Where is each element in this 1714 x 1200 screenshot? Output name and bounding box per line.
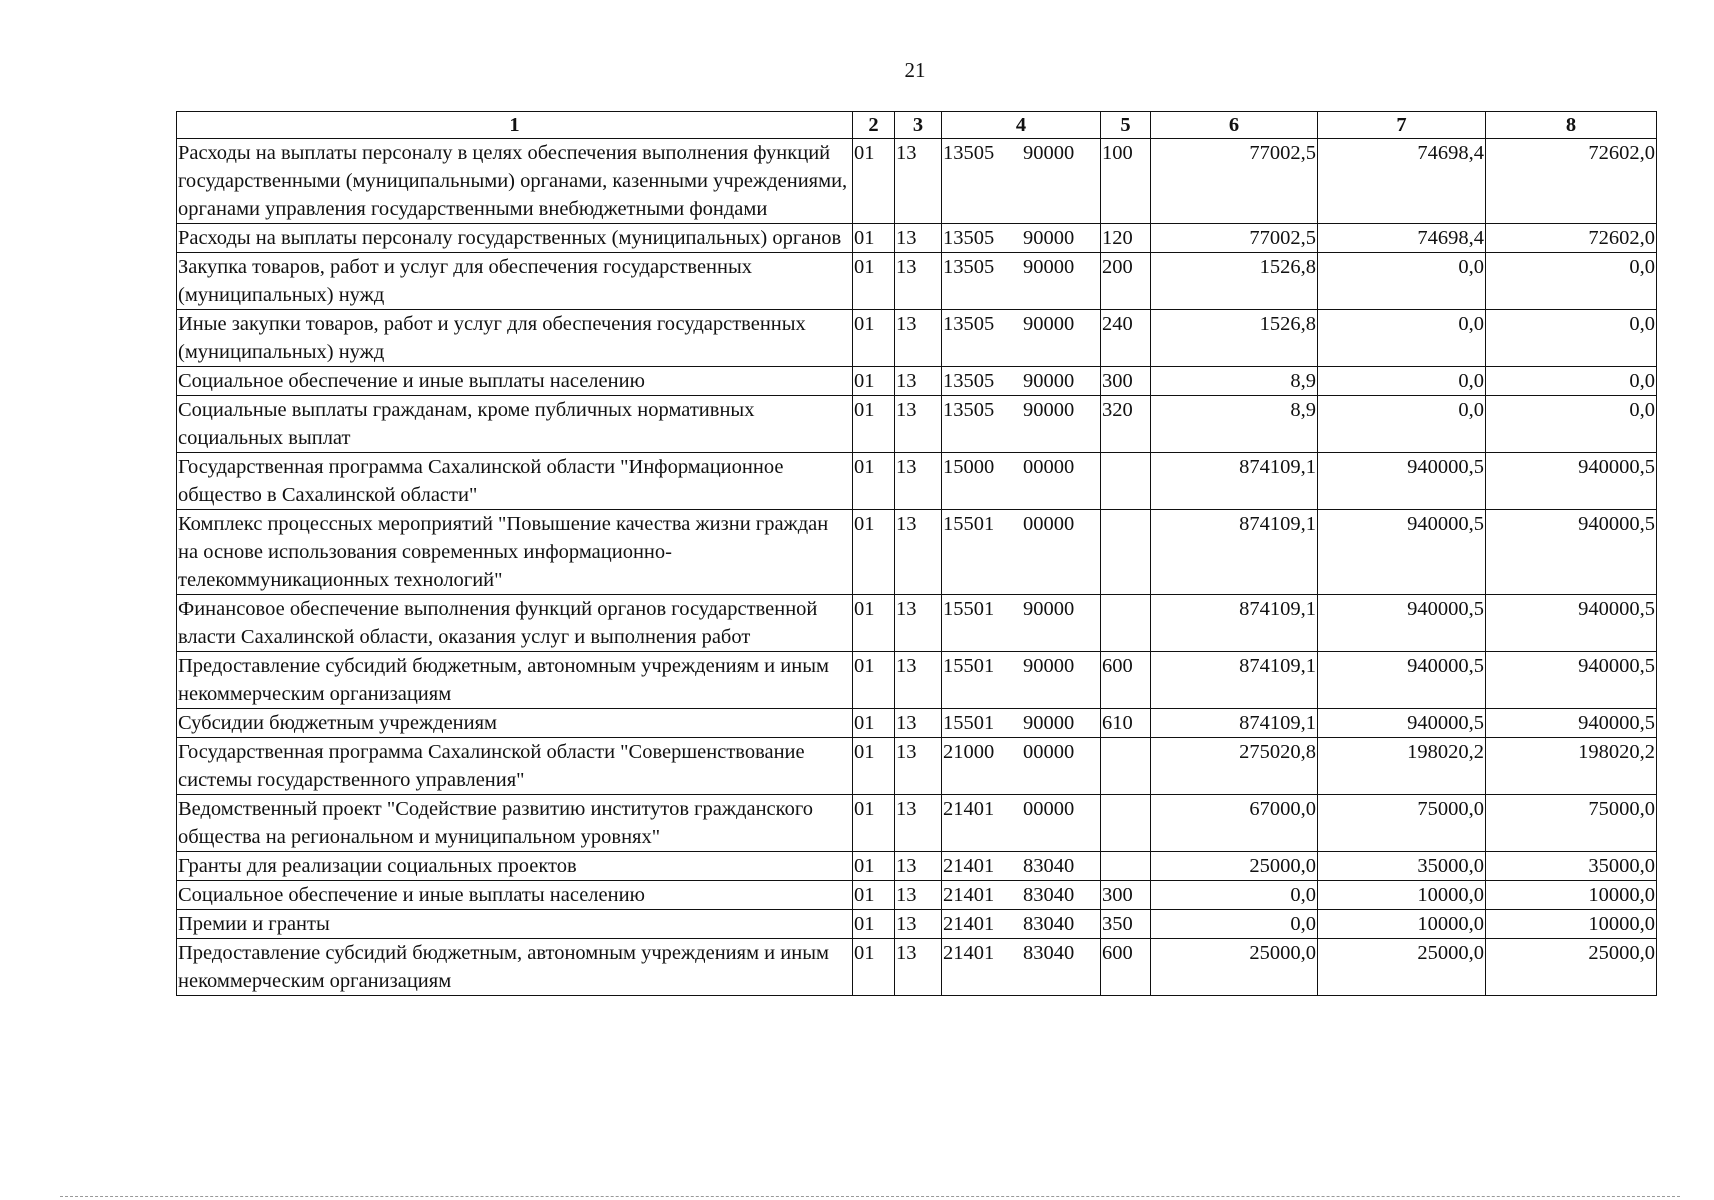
row-target-article-program: 13505 <box>943 370 995 392</box>
row-name: Иные закупки товаров, работ и услуг для обеспечения государственных (муниципальных) нужд <box>177 310 853 367</box>
row-value-col-6: 77002,5 <box>1151 139 1318 224</box>
row-section: 01 <box>853 881 895 910</box>
row-value-col-7: 0,0 <box>1318 396 1486 453</box>
row-value-col-6: 874109,1 <box>1151 453 1318 510</box>
row-expense-type <box>1101 595 1151 652</box>
row-name: Закупка товаров, работ и услуг для обеспечения государственных (муниципальных) нужд <box>177 253 853 310</box>
header-col-8: 8 <box>1486 112 1657 139</box>
row-subsection: 13 <box>895 939 942 996</box>
header-col-2: 2 <box>853 112 895 139</box>
row-expense-type: 320 <box>1101 396 1151 453</box>
row-target-article <box>942 595 1101 652</box>
row-target-article <box>942 396 1101 453</box>
row-target-article-direction: 83040 <box>1023 942 1075 964</box>
row-target-article <box>942 367 1101 396</box>
row-value-col-6: 0,0 <box>1151 881 1318 910</box>
row-value-col-8: 940000,5 <box>1486 652 1657 709</box>
row-value-col-6: 1526,8 <box>1151 253 1318 310</box>
row-value-col-8: 72602,0 <box>1486 139 1657 224</box>
row-value-col-8: 198020,2 <box>1486 738 1657 795</box>
row-target-article-program: 15501 <box>943 598 995 620</box>
row-expense-type: 600 <box>1101 939 1151 996</box>
row-target-article-program: 15501 <box>943 513 995 535</box>
table-row <box>177 595 1657 652</box>
row-target-article <box>942 881 1101 910</box>
row-value-col-7: 940000,5 <box>1318 595 1486 652</box>
row-target-article <box>942 224 1101 253</box>
row-value-col-7: 10000,0 <box>1318 910 1486 939</box>
row-target-article-program: 13505 <box>943 399 995 421</box>
row-target-article-direction: 00000 <box>1023 741 1075 763</box>
row-expense-type: 300 <box>1101 881 1151 910</box>
row-subsection: 13 <box>895 709 942 738</box>
row-expense-type: 600 <box>1101 652 1151 709</box>
table-row <box>177 738 1657 795</box>
row-target-article-program: 13505 <box>943 256 995 278</box>
row-name: Субсидии бюджетным учреждениям <box>177 709 853 738</box>
row-section: 01 <box>853 510 895 595</box>
row-target-article <box>942 738 1101 795</box>
row-value-col-7: 0,0 <box>1318 310 1486 367</box>
row-section: 01 <box>853 910 895 939</box>
table-row <box>177 652 1657 709</box>
row-value-col-8: 35000,0 <box>1486 852 1657 881</box>
table-row <box>177 396 1657 453</box>
row-name: Социальное обеспечение и иные выплаты населению <box>177 367 853 396</box>
row-target-article <box>942 510 1101 595</box>
row-value-col-7: 35000,0 <box>1318 852 1486 881</box>
row-target-article-direction: 83040 <box>1023 855 1075 877</box>
row-value-col-7: 940000,5 <box>1318 652 1486 709</box>
row-value-col-6: 874109,1 <box>1151 709 1318 738</box>
row-name: Финансовое обеспечение выполнения функций органов государственной власти Сахалинской области, оказания услуг и выполнения работ <box>177 595 853 652</box>
row-value-col-6: 8,9 <box>1151 396 1318 453</box>
row-subsection: 13 <box>895 795 942 852</box>
table-row <box>177 224 1657 253</box>
row-target-article-direction: 90000 <box>1023 712 1075 734</box>
row-value-col-6: 25000,0 <box>1151 852 1318 881</box>
row-expense-type: 200 <box>1101 253 1151 310</box>
page-number: 21 <box>904 58 926 82</box>
row-target-article <box>942 453 1101 510</box>
row-target-article-direction: 90000 <box>1023 142 1075 164</box>
row-section: 01 <box>853 852 895 881</box>
row-value-col-6: 275020,8 <box>1151 738 1318 795</box>
row-value-col-8: 10000,0 <box>1486 910 1657 939</box>
table-body <box>177 139 1657 996</box>
row-target-article <box>942 652 1101 709</box>
row-target-article-program: 21401 <box>943 798 995 820</box>
row-name: Ведомственный проект "Содействие развитию институтов гражданского общества на региональном и муниципальном уровнях" <box>177 795 853 852</box>
header-col-5: 5 <box>1101 112 1151 139</box>
row-target-article <box>942 795 1101 852</box>
table-row <box>177 881 1657 910</box>
row-value-col-6: 874109,1 <box>1151 652 1318 709</box>
row-subsection: 13 <box>895 396 942 453</box>
row-value-col-8: 25000,0 <box>1486 939 1657 996</box>
row-name: Гранты для реализации социальных проектов <box>177 852 853 881</box>
row-expense-type: 240 <box>1101 310 1151 367</box>
row-target-article <box>942 939 1101 996</box>
header-col-3: 3 <box>895 112 942 139</box>
row-subsection: 13 <box>895 910 942 939</box>
row-section: 01 <box>853 310 895 367</box>
row-target-article <box>942 253 1101 310</box>
row-name: Государственная программа Сахалинской области "Совершенствование системы государственного управления" <box>177 738 853 795</box>
table-row <box>177 795 1657 852</box>
row-section: 01 <box>853 652 895 709</box>
row-target-article-direction: 83040 <box>1023 913 1075 935</box>
row-target-article-direction: 90000 <box>1023 313 1075 335</box>
row-section: 01 <box>853 939 895 996</box>
row-value-col-6: 8,9 <box>1151 367 1318 396</box>
row-subsection: 13 <box>895 510 942 595</box>
row-target-article-direction: 90000 <box>1023 227 1075 249</box>
table-row <box>177 453 1657 510</box>
row-section: 01 <box>853 795 895 852</box>
row-expense-type <box>1101 738 1151 795</box>
table-row <box>177 939 1657 996</box>
row-subsection: 13 <box>895 652 942 709</box>
row-value-col-8: 10000,0 <box>1486 881 1657 910</box>
row-subsection: 13 <box>895 253 942 310</box>
table-row <box>177 139 1657 224</box>
row-name: Расходы на выплаты персоналу в целях обеспечения выполнения функций государственными (муниципальными) органами, казенными учреждениями, органами управления государственными внебюджетными фондами <box>177 139 853 224</box>
row-target-article <box>942 310 1101 367</box>
row-subsection: 13 <box>895 139 942 224</box>
row-section: 01 <box>853 367 895 396</box>
row-value-col-8: 940000,5 <box>1486 709 1657 738</box>
row-target-article-direction: 83040 <box>1023 884 1075 906</box>
row-expense-type: 100 <box>1101 139 1151 224</box>
row-value-col-6: 0,0 <box>1151 910 1318 939</box>
row-subsection: 13 <box>895 738 942 795</box>
row-target-article-program: 13505 <box>943 227 995 249</box>
row-value-col-6: 25000,0 <box>1151 939 1318 996</box>
row-section: 01 <box>853 253 895 310</box>
row-subsection: 13 <box>895 367 942 396</box>
row-value-col-7: 74698,4 <box>1318 139 1486 224</box>
row-section: 01 <box>853 709 895 738</box>
row-name: Комплекс процессных мероприятий "Повышение качества жизни граждан на основе использования современных информационно-телекоммуникационных технологий" <box>177 510 853 595</box>
row-expense-type: 120 <box>1101 224 1151 253</box>
row-section: 01 <box>853 595 895 652</box>
table-row <box>177 852 1657 881</box>
row-expense-type <box>1101 795 1151 852</box>
row-value-col-7: 10000,0 <box>1318 881 1486 910</box>
row-target-article-direction: 90000 <box>1023 256 1075 278</box>
row-name: Предоставление субсидий бюджетным, автономным учреждениям и иным некоммерческим организациям <box>177 652 853 709</box>
row-name: Расходы на выплаты персоналу государственных (муниципальных) органов <box>177 224 853 253</box>
row-section: 01 <box>853 453 895 510</box>
row-value-col-7: 0,0 <box>1318 253 1486 310</box>
row-value-col-8: 0,0 <box>1486 310 1657 367</box>
row-value-col-6: 874109,1 <box>1151 510 1318 595</box>
row-target-article-direction: 00000 <box>1023 798 1075 820</box>
row-target-article-program: 21401 <box>943 913 995 935</box>
row-subsection: 13 <box>895 453 942 510</box>
row-subsection: 13 <box>895 224 942 253</box>
table-row <box>177 253 1657 310</box>
bottom-scan-line <box>60 1196 1680 1198</box>
table-row <box>177 709 1657 738</box>
row-value-col-6: 1526,8 <box>1151 310 1318 367</box>
row-target-article-direction: 90000 <box>1023 598 1075 620</box>
row-expense-type: 350 <box>1101 910 1151 939</box>
row-value-col-8: 0,0 <box>1486 396 1657 453</box>
header-col-1: 1 <box>177 112 853 139</box>
row-value-col-8: 940000,5 <box>1486 595 1657 652</box>
row-value-col-7: 74698,4 <box>1318 224 1486 253</box>
table-row <box>177 510 1657 595</box>
row-value-col-8: 72602,0 <box>1486 224 1657 253</box>
row-target-article-program: 21401 <box>943 942 995 964</box>
row-target-article-program: 21401 <box>943 855 995 877</box>
row-target-article-direction: 00000 <box>1023 513 1075 535</box>
row-target-article <box>942 709 1101 738</box>
header-col-6: 6 <box>1151 112 1318 139</box>
row-name: Премии и гранты <box>177 910 853 939</box>
row-value-col-7: 940000,5 <box>1318 510 1486 595</box>
row-value-col-7: 25000,0 <box>1318 939 1486 996</box>
row-target-article <box>942 910 1101 939</box>
table-row <box>177 910 1657 939</box>
row-value-col-7: 940000,5 <box>1318 709 1486 738</box>
row-target-article <box>942 852 1101 881</box>
table-row <box>177 367 1657 396</box>
row-value-col-7: 0,0 <box>1318 367 1486 396</box>
row-expense-type <box>1101 453 1151 510</box>
header-col-4: 4 <box>942 112 1101 139</box>
row-section: 01 <box>853 738 895 795</box>
row-expense-type: 610 <box>1101 709 1151 738</box>
row-value-col-8: 75000,0 <box>1486 795 1657 852</box>
row-target-article-program: 15000 <box>943 456 995 478</box>
row-target-article-program: 13505 <box>943 142 995 164</box>
row-name: Социальные выплаты гражданам, кроме публичных нормативных социальных выплат <box>177 396 853 453</box>
row-value-col-7: 940000,5 <box>1318 453 1486 510</box>
row-value-col-6: 77002,5 <box>1151 224 1318 253</box>
row-target-article-direction: 90000 <box>1023 655 1075 677</box>
row-name: Государственная программа Сахалинской области "Информационное общество в Сахалинской области" <box>177 453 853 510</box>
row-value-col-8: 940000,5 <box>1486 510 1657 595</box>
row-value-col-6: 874109,1 <box>1151 595 1318 652</box>
row-expense-type: 300 <box>1101 367 1151 396</box>
row-value-col-8: 0,0 <box>1486 253 1657 310</box>
row-target-article-direction: 90000 <box>1023 399 1075 421</box>
header-col-7: 7 <box>1318 112 1486 139</box>
row-expense-type <box>1101 852 1151 881</box>
row-expense-type <box>1101 510 1151 595</box>
table-row <box>177 310 1657 367</box>
row-target-article-program: 15501 <box>943 655 995 677</box>
row-section: 01 <box>853 396 895 453</box>
row-value-col-8: 0,0 <box>1486 367 1657 396</box>
row-target-article-direction: 90000 <box>1023 370 1075 392</box>
row-subsection: 13 <box>895 852 942 881</box>
row-target-article-direction: 00000 <box>1023 456 1075 478</box>
row-name: Предоставление субсидий бюджетным, автономным учреждениям и иным некоммерческим организациям <box>177 939 853 996</box>
row-subsection: 13 <box>895 595 942 652</box>
row-value-col-8: 940000,5 <box>1486 453 1657 510</box>
row-section: 01 <box>853 224 895 253</box>
row-target-article-program: 15501 <box>943 712 995 734</box>
row-subsection: 13 <box>895 310 942 367</box>
row-target-article-program: 21401 <box>943 884 995 906</box>
row-subsection: 13 <box>895 881 942 910</box>
row-name: Социальное обеспечение и иные выплаты населению <box>177 881 853 910</box>
row-target-article <box>942 139 1101 224</box>
header-row <box>177 112 1657 139</box>
row-section: 01 <box>853 139 895 224</box>
row-value-col-7: 75000,0 <box>1318 795 1486 852</box>
row-target-article-program: 21000 <box>943 741 995 763</box>
row-value-col-6: 67000,0 <box>1151 795 1318 852</box>
row-value-col-7: 198020,2 <box>1318 738 1486 795</box>
budget-table <box>176 111 1657 996</box>
row-target-article-program: 13505 <box>943 313 995 335</box>
